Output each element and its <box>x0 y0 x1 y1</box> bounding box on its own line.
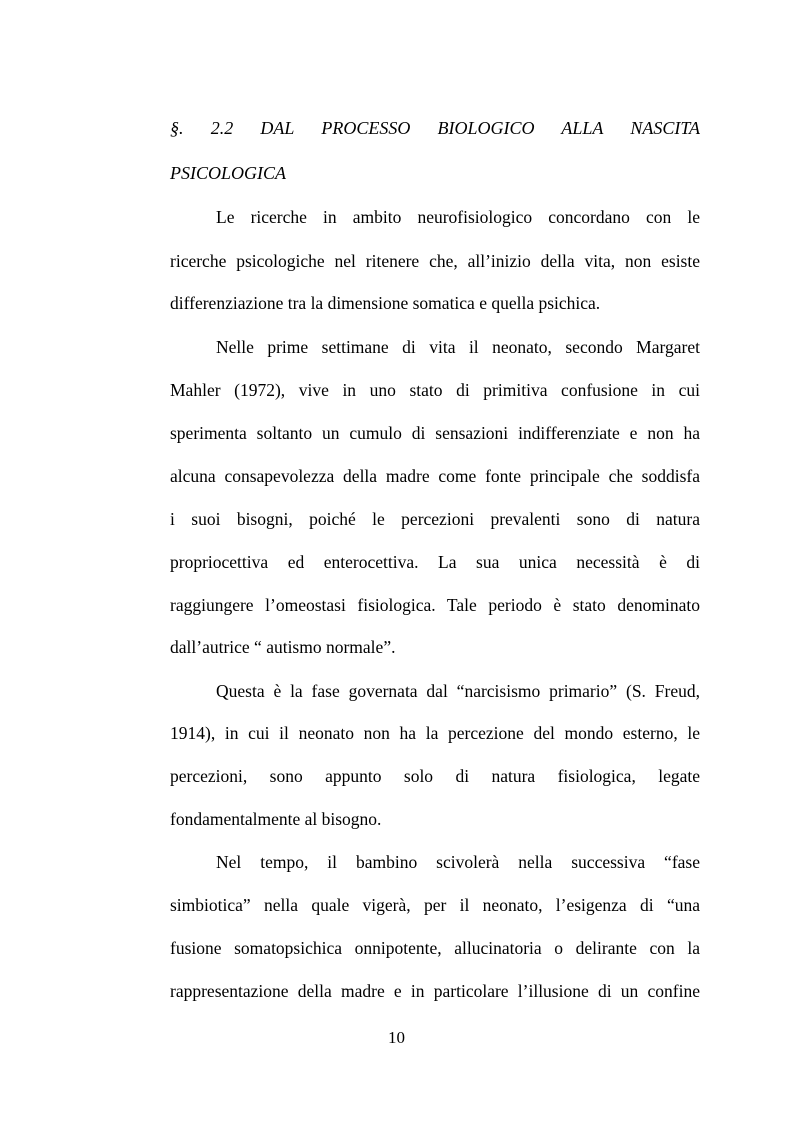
paragraph-line: Mahler (1972), vive in uno stato di primitiva confusione in cui <box>170 380 700 400</box>
paragraph-line: fondamentalmente al bisogno. <box>170 809 382 829</box>
paragraph-line: simbiotica” nella quale vigerà, per il neonato, l’esigenza di “una <box>170 895 700 915</box>
paragraph-line: propriocettiva ed enterocettiva. La sua unica necessità è di <box>170 552 700 572</box>
paragraph-line: i suoi bisogni, poiché le percezioni prevalenti sono di natura <box>170 509 700 529</box>
paragraph-line: sperimenta soltanto un cumulo di sensazioni indifferenziate e non ha <box>170 423 700 443</box>
paragraph-line: dall’autrice “ autismo normale”. <box>170 637 396 657</box>
paragraph-line: ricerche psicologiche nel ritenere che, all’inizio della vita, non esiste <box>170 251 700 271</box>
paragraph-line: 1914), in cui il neonato non ha la percezione del mondo esterno, le <box>170 723 700 743</box>
paragraph-line: percezioni, sono appunto solo di natura fisiologica, legate <box>170 766 700 786</box>
paragraph-line: Nel tempo, il bambino scivolerà nella successiva “fase <box>216 852 700 872</box>
paragraph-line: raggiungere l’omeostasi fisiologica. Tale periodo è stato denominato <box>170 595 700 615</box>
paragraph-line: rappresentazione della madre e in particolare l’illusione di un confine <box>170 981 700 1001</box>
paragraph-line: alcuna consapevolezza della madre come fonte principale che soddisfa <box>170 466 700 486</box>
paragraph-line: differenziazione tra la dimensione somatica e quella psichica. <box>170 293 601 313</box>
paragraph-line: Le ricerche in ambito neurofisiologico concordano con le <box>216 207 700 227</box>
paragraph-line: Questa è la fase governata dal “narcisismo primario” (S. Freud, <box>216 681 700 701</box>
paragraph-line: fusione somatopsichica onnipotente, allucinatoria o delirante con la <box>170 938 700 958</box>
page-number: 10 <box>388 1028 405 1047</box>
section-heading-line-2: PSICOLOGICA <box>170 163 286 183</box>
section-heading-line-1: §. 2.2 DAL PROCESSO BIOLOGICO ALLA NASCITA <box>170 118 700 138</box>
paragraph-line: Nelle prime settimane di vita il neonato, secondo Margaret <box>216 337 700 357</box>
